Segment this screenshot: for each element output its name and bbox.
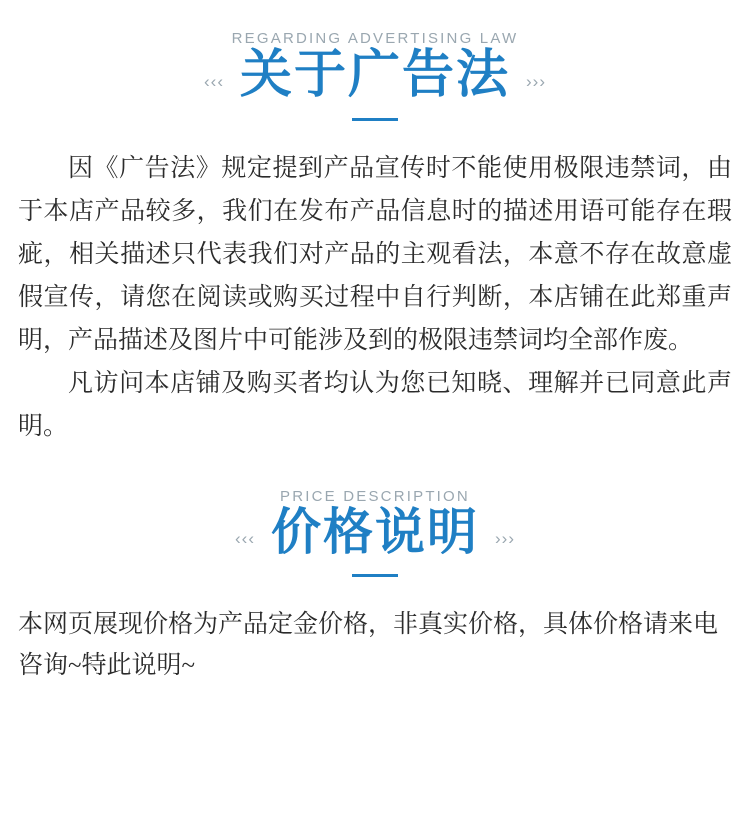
title-row-advertising-law — [0, 47, 750, 104]
eyebrow-price-description: PRICE DESCRIPTION — [280, 488, 470, 506]
body-price-description — [0, 605, 750, 686]
left-chevron-decor-icon: ‹‹‹ — [204, 72, 224, 92]
page-title-price-description: 价格说明 — [271, 504, 479, 561]
right-chevron-decor-icon: ››› — [495, 529, 515, 549]
left-chevron-decor-icon: ‹‹‹ — [235, 529, 255, 549]
title-underline-price-description — [352, 574, 398, 577]
title-row-price-description — [0, 505, 750, 560]
paragraph-agreement: 凡访问本店铺及购买者均认为您已知晓、理解并已同意此声明。 — [18, 370, 732, 441]
title-underline-advertising-law — [352, 118, 398, 121]
page-title-advertising-law: 关于广告法 — [239, 46, 510, 104]
section-heading-price-description — [0, 488, 750, 577]
paragraph-price-note: 本网页展现价格为产品定金价格，非真实价格，具体价格请来电咨询~特此说明~ — [18, 611, 719, 679]
body-advertising-law — [0, 147, 750, 448]
section-heading-advertising-law — [0, 0, 750, 121]
right-chevron-decor-icon: ››› — [526, 72, 546, 92]
eyebrow-advertising-law: REGARDING ADVERTISING LAW — [231, 30, 519, 47]
paragraph-disclaimer: 因《广告法》规定提到产品宣传时不能使用极限违禁词，由于本店产品较多，我们在发布产品信息时的描述用语可能存在瑕疵，相关描述只代表我们对产品的主观看法，本意不存在故意虚假宣传，请您在阅读或购买过程中自行判断，本店铺在此郑重声明，产品描述及图片中可能涉及到的极限违禁词均全部作废。 — [18, 155, 732, 355]
